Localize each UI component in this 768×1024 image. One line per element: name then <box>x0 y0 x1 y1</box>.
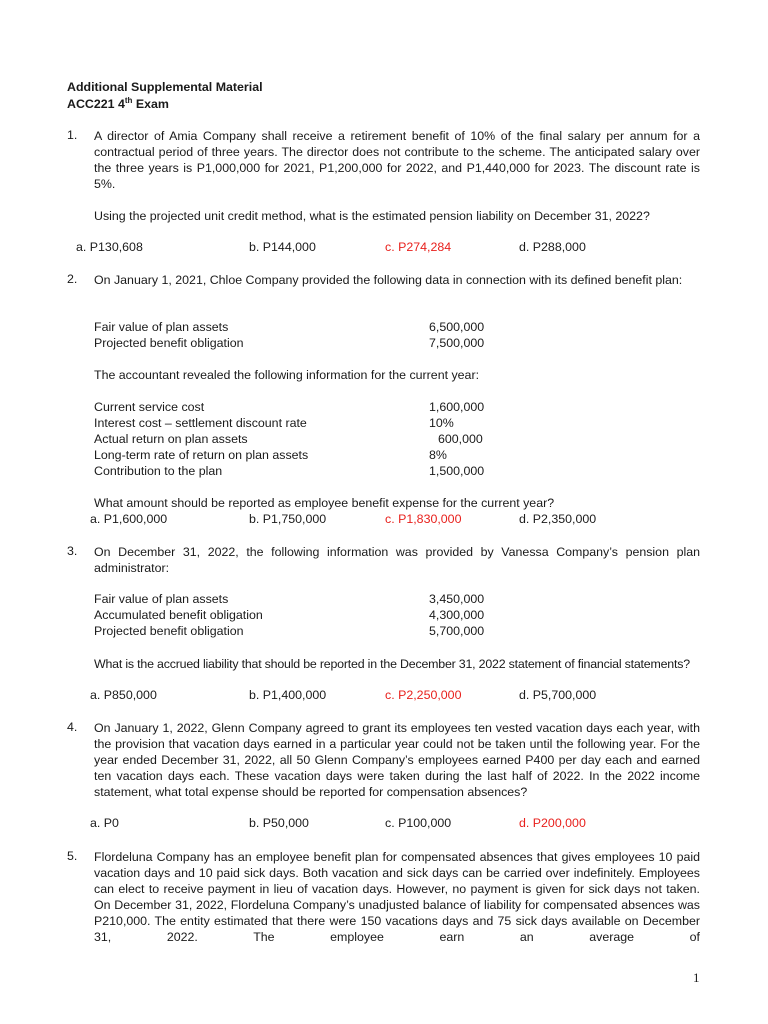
question-text: Flordeluna Company has an employee benefit plan for compensated absences that gives employees 10 paid vacation days and 10 paid sick days. Both vacation and sick days can be carried over indefinitely. Employees can elect to receive payment in lieu of vacation days. However, no payment is given for sick days not taken. On December 31, 2022, Flordeluna Company’s unadjusted balance of liability for compensated absences was P210,000. The entity estimated that there were 150 vacations days and 75 sick days available on December 31, 2022. The employee earn an average of <box>94 850 700 944</box>
data-label: Fair value of plan assets <box>94 592 229 606</box>
data-value: 8% <box>429 448 447 462</box>
data-label: Current service cost <box>94 400 205 414</box>
data-label: Projected benefit obligation <box>94 336 244 350</box>
question-text: A director of Amia Company shall receive a retirement benefit of 10% of the final salary per annum for a contractual period of three years. The director does not contribute to the scheme. The anticipated salary over the three years is P1,000,000 for 2021, P1,200,000 for 2022, and P1,440,000 for 2023. The discount rate is 5%. <box>94 129 700 191</box>
option-a: a. P850,000 <box>90 688 157 702</box>
data-label: Long-term rate of return on plan assets <box>94 448 309 462</box>
question-number: 5. <box>67 849 78 863</box>
data-label: Interest cost – settlement discount rate <box>94 416 307 430</box>
data-label: Accumulated benefit obligation <box>94 608 263 622</box>
question-prompt: Using the projected unit credit method, what is the estimated pension liability on December 31, 2022? <box>94 209 650 223</box>
question-text: On December 31, 2022, the following information was provided by Vanessa Company’s pension plan administrator: <box>94 545 700 575</box>
option-b: b. P144,000 <box>249 240 316 254</box>
data-label: Projected benefit obligation <box>94 624 244 638</box>
data-label: Contribution to the plan <box>94 464 223 478</box>
question-prompt: What amount should be reported as employee benefit expense for the current year? <box>94 496 555 510</box>
question-text: On January 1, 2021, Chloe Company provided the following data in connection with its defined benefit plan: <box>94 273 683 287</box>
option-c: c. P100,000 <box>385 816 452 830</box>
page-number: 1 <box>693 970 700 985</box>
data-value: 3,450,000 <box>429 592 485 606</box>
data-value: 1,600,000 <box>429 400 485 414</box>
subtitle-course: ACC221 4 <box>67 97 125 112</box>
subtitle-superscript: th <box>124 96 133 105</box>
data-value: 4,300,000 <box>429 608 485 622</box>
question-number: 2. <box>67 272 78 286</box>
data-label: Fair value of plan assets <box>94 320 229 334</box>
option-b: b. P50,000 <box>249 816 309 830</box>
data-value: 10% <box>429 416 454 430</box>
question-prompt: What is the accrued liability that should be reported in the December 31, 2022 statement of financial statements? <box>94 657 690 671</box>
option-d-answer: d. P200,000 <box>519 816 586 830</box>
data-label: Actual return on plan assets <box>94 432 248 446</box>
option-a: a. P0 <box>90 816 119 830</box>
data-value: 5,700,000 <box>429 624 485 638</box>
subtitle-exam: Exam <box>132 97 169 112</box>
data-value: 1,500,000 <box>429 464 485 478</box>
question-text-2: The accountant revealed the following information for the current year: <box>94 368 480 382</box>
option-d: d. P5,700,000 <box>519 688 597 702</box>
data-value: 600,000 <box>438 432 483 446</box>
option-b: b. P1,400,000 <box>249 688 327 702</box>
option-a: a. P130,608 <box>76 240 143 254</box>
document-subtitle <box>67 96 169 111</box>
option-c-answer: c. P2,250,000 <box>385 688 462 702</box>
data-value: 7,500,000 <box>429 336 485 350</box>
document-title: Additional Supplemental Material <box>67 80 263 94</box>
question-number: 1. <box>67 128 78 142</box>
question-number: 3. <box>67 544 78 558</box>
question-text: On January 1, 2022, Glenn Company agreed to grant its employees ten vested vacation days each year, with the provision that vacation days earned in a particular year could not be taken until the following year. For the year ended December 31, 2022, all 50 Glenn Company’s employees earned P400 per day each and earned ten vacation days each. These vacation days were taken during the last half of 2022. In the 2022 income statement, what total expense should be reported for compensation absences? <box>94 721 700 799</box>
question-number: 4. <box>67 720 78 734</box>
option-d: d. P2,350,000 <box>519 512 597 526</box>
option-d: d. P288,000 <box>519 240 586 254</box>
option-c-answer: c. P1,830,000 <box>385 512 462 526</box>
option-c-answer: c. P274,284 <box>385 240 452 254</box>
option-a: a. P1,600,000 <box>90 512 168 526</box>
option-b: b. P1,750,000 <box>249 512 327 526</box>
data-value: 6,500,000 <box>429 320 485 334</box>
